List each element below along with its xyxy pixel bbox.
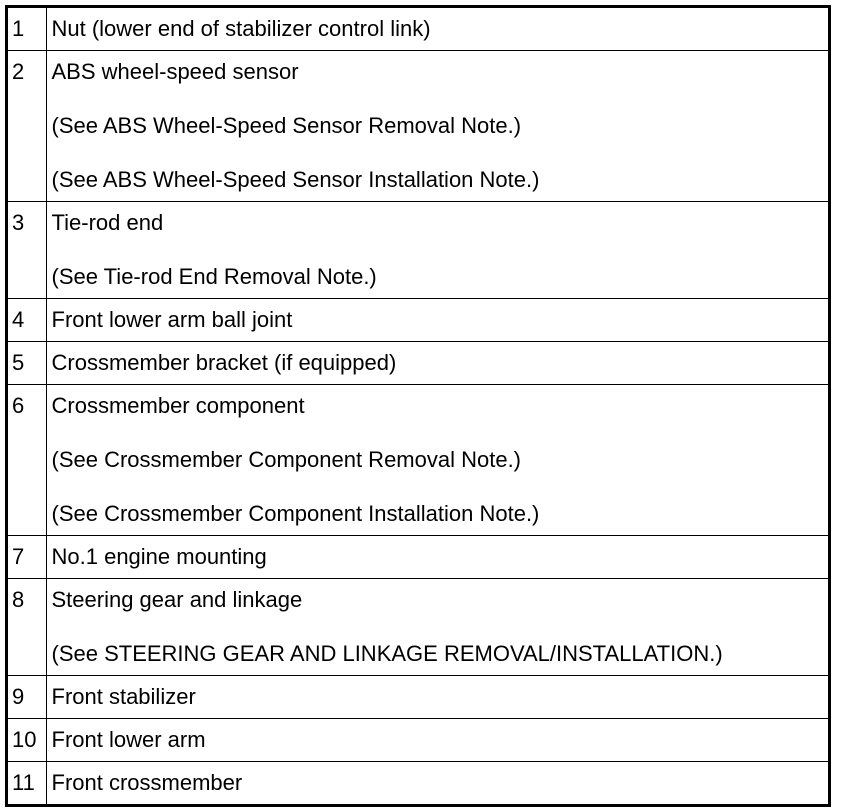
item-number-cell <box>8 536 46 579</box>
item-name: Crossmember component <box>51 393 305 418</box>
table-row <box>8 202 828 299</box>
item-name: Crossmember bracket (if equipped) <box>51 350 397 375</box>
item-number-cell <box>8 299 46 342</box>
item-number: 7 <box>12 544 25 569</box>
item-description-cell <box>46 719 828 762</box>
item-description-cell <box>46 536 828 579</box>
item-description-cell <box>46 202 828 299</box>
item-number: 1 <box>12 16 25 41</box>
item-description-cell <box>46 385 828 536</box>
table-row <box>8 342 828 385</box>
item-description-cell <box>46 342 828 385</box>
item-description-cell <box>46 299 828 342</box>
item-description-cell <box>46 676 828 719</box>
item-number-cell <box>8 202 46 299</box>
item-name: ABS wheel-speed sensor <box>51 59 299 84</box>
table-row <box>8 579 828 676</box>
item-number-cell <box>8 51 46 202</box>
item-name: Front crossmember <box>51 770 243 795</box>
item-number-cell <box>8 8 46 51</box>
removal-note-reference: (See Tie-rod End Removal Note.) <box>51 264 377 289</box>
installation-note-reference: (See Crossmember Component Installation Note.) <box>51 501 540 526</box>
component-table-frame <box>5 5 831 807</box>
table-row <box>8 762 828 805</box>
item-number: 11 <box>12 770 35 795</box>
item-name: Steering gear and linkage <box>51 587 303 612</box>
removal-note-reference: (See ABS Wheel-Speed Sensor Removal Note.) <box>51 113 522 138</box>
item-number-cell <box>8 762 46 805</box>
removal-note-reference: (See Crossmember Component Removal Note.) <box>51 447 522 472</box>
table-row <box>8 676 828 719</box>
item-description-cell <box>46 51 828 202</box>
item-description-cell <box>46 8 828 51</box>
item-number-cell <box>8 719 46 762</box>
item-number: 9 <box>12 684 25 709</box>
table-row <box>8 8 828 51</box>
item-number: 6 <box>12 393 25 418</box>
item-name: Nut (lower end of stabilizer control link) <box>51 16 431 41</box>
item-name: Front lower arm <box>51 727 206 752</box>
table-row <box>8 299 828 342</box>
component-table <box>8 8 828 804</box>
item-number: 4 <box>12 307 25 332</box>
table-row <box>8 719 828 762</box>
item-number-cell <box>8 579 46 676</box>
table-row <box>8 51 828 202</box>
item-name: No.1 engine mounting <box>51 544 267 569</box>
item-number: 5 <box>12 350 25 375</box>
item-name: Front lower arm ball joint <box>51 307 293 332</box>
item-number: 8 <box>12 587 25 612</box>
item-description-cell <box>46 762 828 805</box>
item-number-cell <box>8 676 46 719</box>
procedure-reference: (See STEERING GEAR AND LINKAGE REMOVAL/INSTALLATION.) <box>51 641 723 666</box>
table-row <box>8 385 828 536</box>
item-number: 3 <box>12 210 25 235</box>
item-description-cell <box>46 579 828 676</box>
item-number: 10 <box>12 727 37 752</box>
item-name: Tie-rod end <box>51 210 164 235</box>
installation-note-reference: (See ABS Wheel-Speed Sensor Installation Note.) <box>51 167 540 192</box>
item-name: Front stabilizer <box>51 684 196 709</box>
table-row <box>8 536 828 579</box>
item-number-cell <box>8 342 46 385</box>
item-number-cell <box>8 385 46 536</box>
item-number: 2 <box>12 59 25 84</box>
